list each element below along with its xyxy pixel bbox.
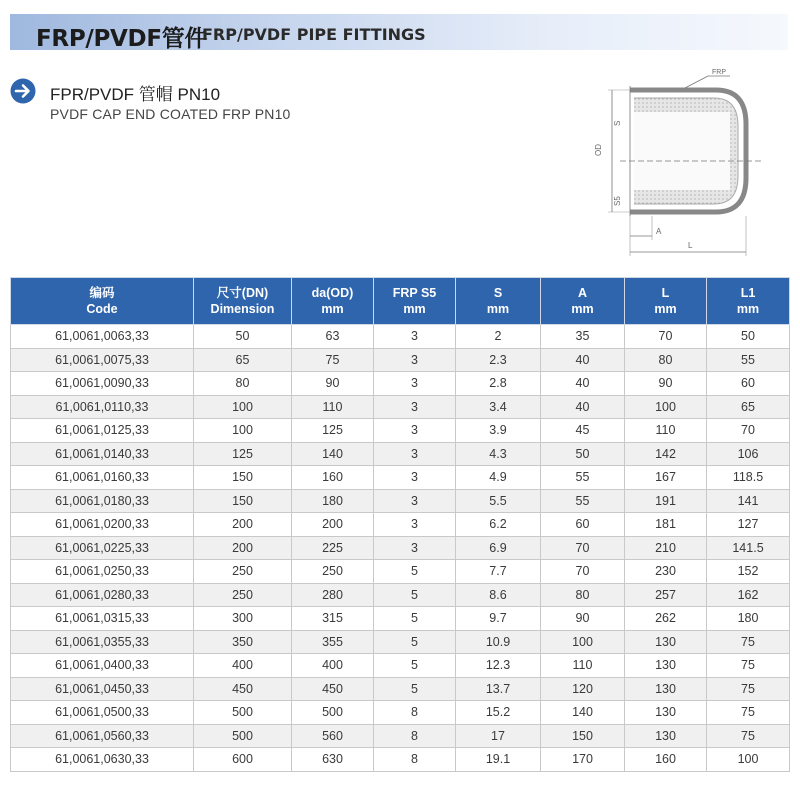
table-cell: 3 bbox=[374, 325, 456, 349]
table-row bbox=[11, 630, 790, 654]
table-cell: 3 bbox=[374, 466, 456, 490]
table-row bbox=[11, 513, 790, 537]
column-header bbox=[11, 278, 194, 325]
table-cell: 130 bbox=[625, 654, 707, 678]
table-cell: 130 bbox=[625, 630, 707, 654]
table-cell: 61,0061,0200,33 bbox=[11, 513, 194, 537]
table-cell: 180 bbox=[707, 607, 790, 631]
column-header bbox=[541, 278, 625, 325]
table-cell: 150 bbox=[194, 466, 292, 490]
arrow-right-circle-icon bbox=[10, 78, 36, 104]
table-cell: 167 bbox=[625, 466, 707, 490]
table-cell: 257 bbox=[625, 583, 707, 607]
table-cell: 150 bbox=[194, 489, 292, 513]
table-cell: 61,0061,0063,33 bbox=[11, 325, 194, 349]
table-cell: 160 bbox=[292, 466, 374, 490]
table-cell: 300 bbox=[194, 607, 292, 631]
column-header bbox=[625, 278, 707, 325]
banner-title-en: FRP/PVDF PIPE FITTINGS bbox=[202, 25, 426, 44]
column-header-unit: Dimension bbox=[210, 302, 275, 316]
table-cell: 142 bbox=[625, 442, 707, 466]
table-cell: 3.9 bbox=[456, 419, 541, 443]
table-cell: 8 bbox=[374, 701, 456, 725]
drawing-label-l: L bbox=[688, 241, 693, 250]
product-title-cn: FPR/PVDF 管帽 PN10 bbox=[50, 85, 221, 104]
banner-title-cn: FRP/PVDF管件 bbox=[36, 26, 208, 52]
table-cell: 170 bbox=[541, 748, 625, 772]
table-cell: 80 bbox=[541, 583, 625, 607]
table-cell: 19.1 bbox=[456, 748, 541, 772]
table-row bbox=[11, 583, 790, 607]
table-row bbox=[11, 419, 790, 443]
table-cell: 61,0061,0355,33 bbox=[11, 630, 194, 654]
column-header-title: FRP S5 bbox=[392, 286, 437, 300]
table-cell: 3 bbox=[374, 372, 456, 396]
table-cell: 350 bbox=[194, 630, 292, 654]
table-cell: 50 bbox=[541, 442, 625, 466]
table-cell: 70 bbox=[707, 419, 790, 443]
table-row bbox=[11, 701, 790, 725]
column-header-title: L bbox=[661, 286, 670, 300]
table-cell: 5 bbox=[374, 630, 456, 654]
table-cell: 17 bbox=[456, 724, 541, 748]
table-cell: 60 bbox=[707, 372, 790, 396]
table-cell: 70 bbox=[541, 536, 625, 560]
table-cell: 250 bbox=[194, 583, 292, 607]
table-cell: 12.3 bbox=[456, 654, 541, 678]
table-cell: 61,0061,0250,33 bbox=[11, 560, 194, 584]
table-row bbox=[11, 372, 790, 396]
table-cell: 230 bbox=[625, 560, 707, 584]
table-cell: 5 bbox=[374, 560, 456, 584]
table-cell: 5 bbox=[374, 677, 456, 701]
table-cell: 65 bbox=[707, 395, 790, 419]
table-cell: 100 bbox=[541, 630, 625, 654]
column-header-unit: Code bbox=[86, 302, 118, 316]
table-cell: 181 bbox=[625, 513, 707, 537]
table-row bbox=[11, 348, 790, 372]
table-cell: 2.3 bbox=[456, 348, 541, 372]
table-cell: 600 bbox=[194, 748, 292, 772]
table-cell: 50 bbox=[707, 325, 790, 349]
table-cell: 75 bbox=[707, 677, 790, 701]
table-cell: 61,0061,0160,33 bbox=[11, 466, 194, 490]
table-cell: 70 bbox=[541, 560, 625, 584]
table-cell: 75 bbox=[707, 701, 790, 725]
column-header-unit: mm bbox=[486, 302, 510, 316]
table-cell: 3 bbox=[374, 348, 456, 372]
table-cell: 140 bbox=[292, 442, 374, 466]
table-cell: 152 bbox=[707, 560, 790, 584]
table-cell: 400 bbox=[194, 654, 292, 678]
table-cell: 3 bbox=[374, 395, 456, 419]
table-cell: 15.2 bbox=[456, 701, 541, 725]
table-cell: 127 bbox=[707, 513, 790, 537]
table-cell: 150 bbox=[541, 724, 625, 748]
table-row bbox=[11, 325, 790, 349]
table-cell: 200 bbox=[292, 513, 374, 537]
table-cell: 2 bbox=[456, 325, 541, 349]
table-cell: 61,0061,0090,33 bbox=[11, 372, 194, 396]
table-cell: 80 bbox=[625, 348, 707, 372]
table-cell: 61,0061,0140,33 bbox=[11, 442, 194, 466]
table-cell: 400 bbox=[292, 654, 374, 678]
table-cell: 180 bbox=[292, 489, 374, 513]
table-cell: 130 bbox=[625, 724, 707, 748]
drawing-label-frp: FRP bbox=[712, 69, 726, 76]
table-cell: 61,0061,0630,33 bbox=[11, 748, 194, 772]
table-cell: 450 bbox=[292, 677, 374, 701]
table-cell: 61,0061,0560,33 bbox=[11, 724, 194, 748]
table-cell: 225 bbox=[292, 536, 374, 560]
table-row bbox=[11, 442, 790, 466]
table-cell: 8 bbox=[374, 748, 456, 772]
table-row bbox=[11, 489, 790, 513]
table-cell: 500 bbox=[292, 701, 374, 725]
table-cell: 8.6 bbox=[456, 583, 541, 607]
column-header bbox=[374, 278, 456, 325]
table-row bbox=[11, 395, 790, 419]
column-header-title: 编码 bbox=[89, 286, 115, 300]
column-header-unit: mm bbox=[321, 302, 344, 316]
table-cell: 3 bbox=[374, 513, 456, 537]
table-cell: 3.4 bbox=[456, 395, 541, 419]
table-cell: 7.7 bbox=[456, 560, 541, 584]
table-cell: 55 bbox=[707, 348, 790, 372]
table-cell: 100 bbox=[707, 748, 790, 772]
table-cell: 106 bbox=[707, 442, 790, 466]
table-cell: 75 bbox=[292, 348, 374, 372]
cap-technical-drawing bbox=[590, 66, 770, 266]
table-cell: 130 bbox=[625, 701, 707, 725]
table-cell: 10.9 bbox=[456, 630, 541, 654]
table-cell: 61,0061,0125,33 bbox=[11, 419, 194, 443]
table-cell: 250 bbox=[194, 560, 292, 584]
table-cell: 118.5 bbox=[707, 466, 790, 490]
column-header bbox=[707, 278, 790, 325]
table-cell: 3 bbox=[374, 419, 456, 443]
table-row bbox=[11, 654, 790, 678]
product-title-en: PVDF CAP END COATED FRP PN10 bbox=[50, 106, 291, 122]
table-cell: 61,0061,0110,33 bbox=[11, 395, 194, 419]
table-cell: 40 bbox=[541, 395, 625, 419]
table-cell: 2.8 bbox=[456, 372, 541, 396]
table-row bbox=[11, 748, 790, 772]
table-cell: 55 bbox=[541, 466, 625, 490]
section-banner bbox=[10, 14, 788, 50]
table-row bbox=[11, 677, 790, 701]
table-cell: 45 bbox=[541, 419, 625, 443]
table-cell: 125 bbox=[292, 419, 374, 443]
table-cell: 61,0061,0075,33 bbox=[11, 348, 194, 372]
column-header-unit: mm bbox=[571, 302, 594, 316]
column-header bbox=[292, 278, 374, 325]
column-header-unit: mm bbox=[736, 302, 760, 316]
column-header-unit: mm bbox=[403, 302, 426, 316]
table-cell: 40 bbox=[541, 348, 625, 372]
table-cell: 210 bbox=[625, 536, 707, 560]
table-cell: 355 bbox=[292, 630, 374, 654]
table-cell: 61,0061,0500,33 bbox=[11, 701, 194, 725]
table-cell: 5.5 bbox=[456, 489, 541, 513]
drawing-label-s5: S5 bbox=[613, 196, 622, 206]
table-cell: 160 bbox=[625, 748, 707, 772]
table-cell: 90 bbox=[541, 607, 625, 631]
column-header-unit: mm bbox=[654, 302, 677, 316]
table-cell: 8 bbox=[374, 724, 456, 748]
column-header bbox=[194, 278, 292, 325]
table-cell: 5 bbox=[374, 654, 456, 678]
table-cell: 90 bbox=[292, 372, 374, 396]
column-header-title: da(OD) bbox=[311, 286, 354, 300]
table-cell: 100 bbox=[194, 419, 292, 443]
table-cell: 70 bbox=[625, 325, 707, 349]
table-cell: 110 bbox=[541, 654, 625, 678]
spec-table bbox=[10, 277, 790, 772]
table-cell: 262 bbox=[625, 607, 707, 631]
table-cell: 61,0061,0280,33 bbox=[11, 583, 194, 607]
drawing-label-od: OD bbox=[594, 144, 603, 156]
table-cell: 5 bbox=[374, 607, 456, 631]
table-cell: 60 bbox=[541, 513, 625, 537]
drawing-label-a: A bbox=[656, 227, 662, 236]
table-cell: 560 bbox=[292, 724, 374, 748]
table-cell: 40 bbox=[541, 372, 625, 396]
drawing-label-s: S bbox=[613, 120, 622, 126]
table-cell: 162 bbox=[707, 583, 790, 607]
table-cell: 141.5 bbox=[707, 536, 790, 560]
table-cell: 75 bbox=[707, 630, 790, 654]
table-cell: 75 bbox=[707, 724, 790, 748]
table-cell: 125 bbox=[194, 442, 292, 466]
table-cell: 200 bbox=[194, 536, 292, 560]
table-cell: 6.9 bbox=[456, 536, 541, 560]
table-row bbox=[11, 536, 790, 560]
column-header bbox=[456, 278, 541, 325]
table-cell: 13.7 bbox=[456, 677, 541, 701]
table-cell: 100 bbox=[194, 395, 292, 419]
table-cell: 90 bbox=[625, 372, 707, 396]
table-cell: 250 bbox=[292, 560, 374, 584]
table-row bbox=[11, 724, 790, 748]
column-header-title: 尺寸(DN) bbox=[216, 286, 269, 300]
table-cell: 191 bbox=[625, 489, 707, 513]
table-cell: 280 bbox=[292, 583, 374, 607]
table-cell: 55 bbox=[541, 489, 625, 513]
table-row bbox=[11, 466, 790, 490]
table-cell: 500 bbox=[194, 724, 292, 748]
table-cell: 100 bbox=[625, 395, 707, 419]
table-cell: 35 bbox=[541, 325, 625, 349]
table-cell: 50 bbox=[194, 325, 292, 349]
table-cell: 3 bbox=[374, 489, 456, 513]
table-row bbox=[11, 560, 790, 584]
table-cell: 4.9 bbox=[456, 466, 541, 490]
table-row bbox=[11, 607, 790, 631]
table-cell: 110 bbox=[625, 419, 707, 443]
table-cell: 3 bbox=[374, 442, 456, 466]
table-cell: 315 bbox=[292, 607, 374, 631]
table-cell: 120 bbox=[541, 677, 625, 701]
table-cell: 61,0061,0315,33 bbox=[11, 607, 194, 631]
table-cell: 61,0061,0225,33 bbox=[11, 536, 194, 560]
table-cell: 5 bbox=[374, 583, 456, 607]
table-cell: 130 bbox=[625, 677, 707, 701]
table-cell: 75 bbox=[707, 654, 790, 678]
table-cell: 630 bbox=[292, 748, 374, 772]
column-header-title: S bbox=[493, 286, 503, 300]
table-cell: 65 bbox=[194, 348, 292, 372]
table-cell: 141 bbox=[707, 489, 790, 513]
table-cell: 61,0061,0450,33 bbox=[11, 677, 194, 701]
table-cell: 450 bbox=[194, 677, 292, 701]
table-cell: 6.2 bbox=[456, 513, 541, 537]
table-cell: 61,0061,0180,33 bbox=[11, 489, 194, 513]
table-cell: 110 bbox=[292, 395, 374, 419]
column-header-title: A bbox=[577, 286, 588, 300]
table-body bbox=[11, 325, 790, 772]
table-cell: 4.3 bbox=[456, 442, 541, 466]
table-cell: 200 bbox=[194, 513, 292, 537]
table-cell: 140 bbox=[541, 701, 625, 725]
table-cell: 500 bbox=[194, 701, 292, 725]
table-cell: 80 bbox=[194, 372, 292, 396]
table-cell: 3 bbox=[374, 536, 456, 560]
table-cell: 9.7 bbox=[456, 607, 541, 631]
table-cell: 63 bbox=[292, 325, 374, 349]
table-header-row bbox=[11, 278, 790, 325]
table-cell: 61,0061,0400,33 bbox=[11, 654, 194, 678]
column-header-title: L1 bbox=[740, 286, 756, 300]
